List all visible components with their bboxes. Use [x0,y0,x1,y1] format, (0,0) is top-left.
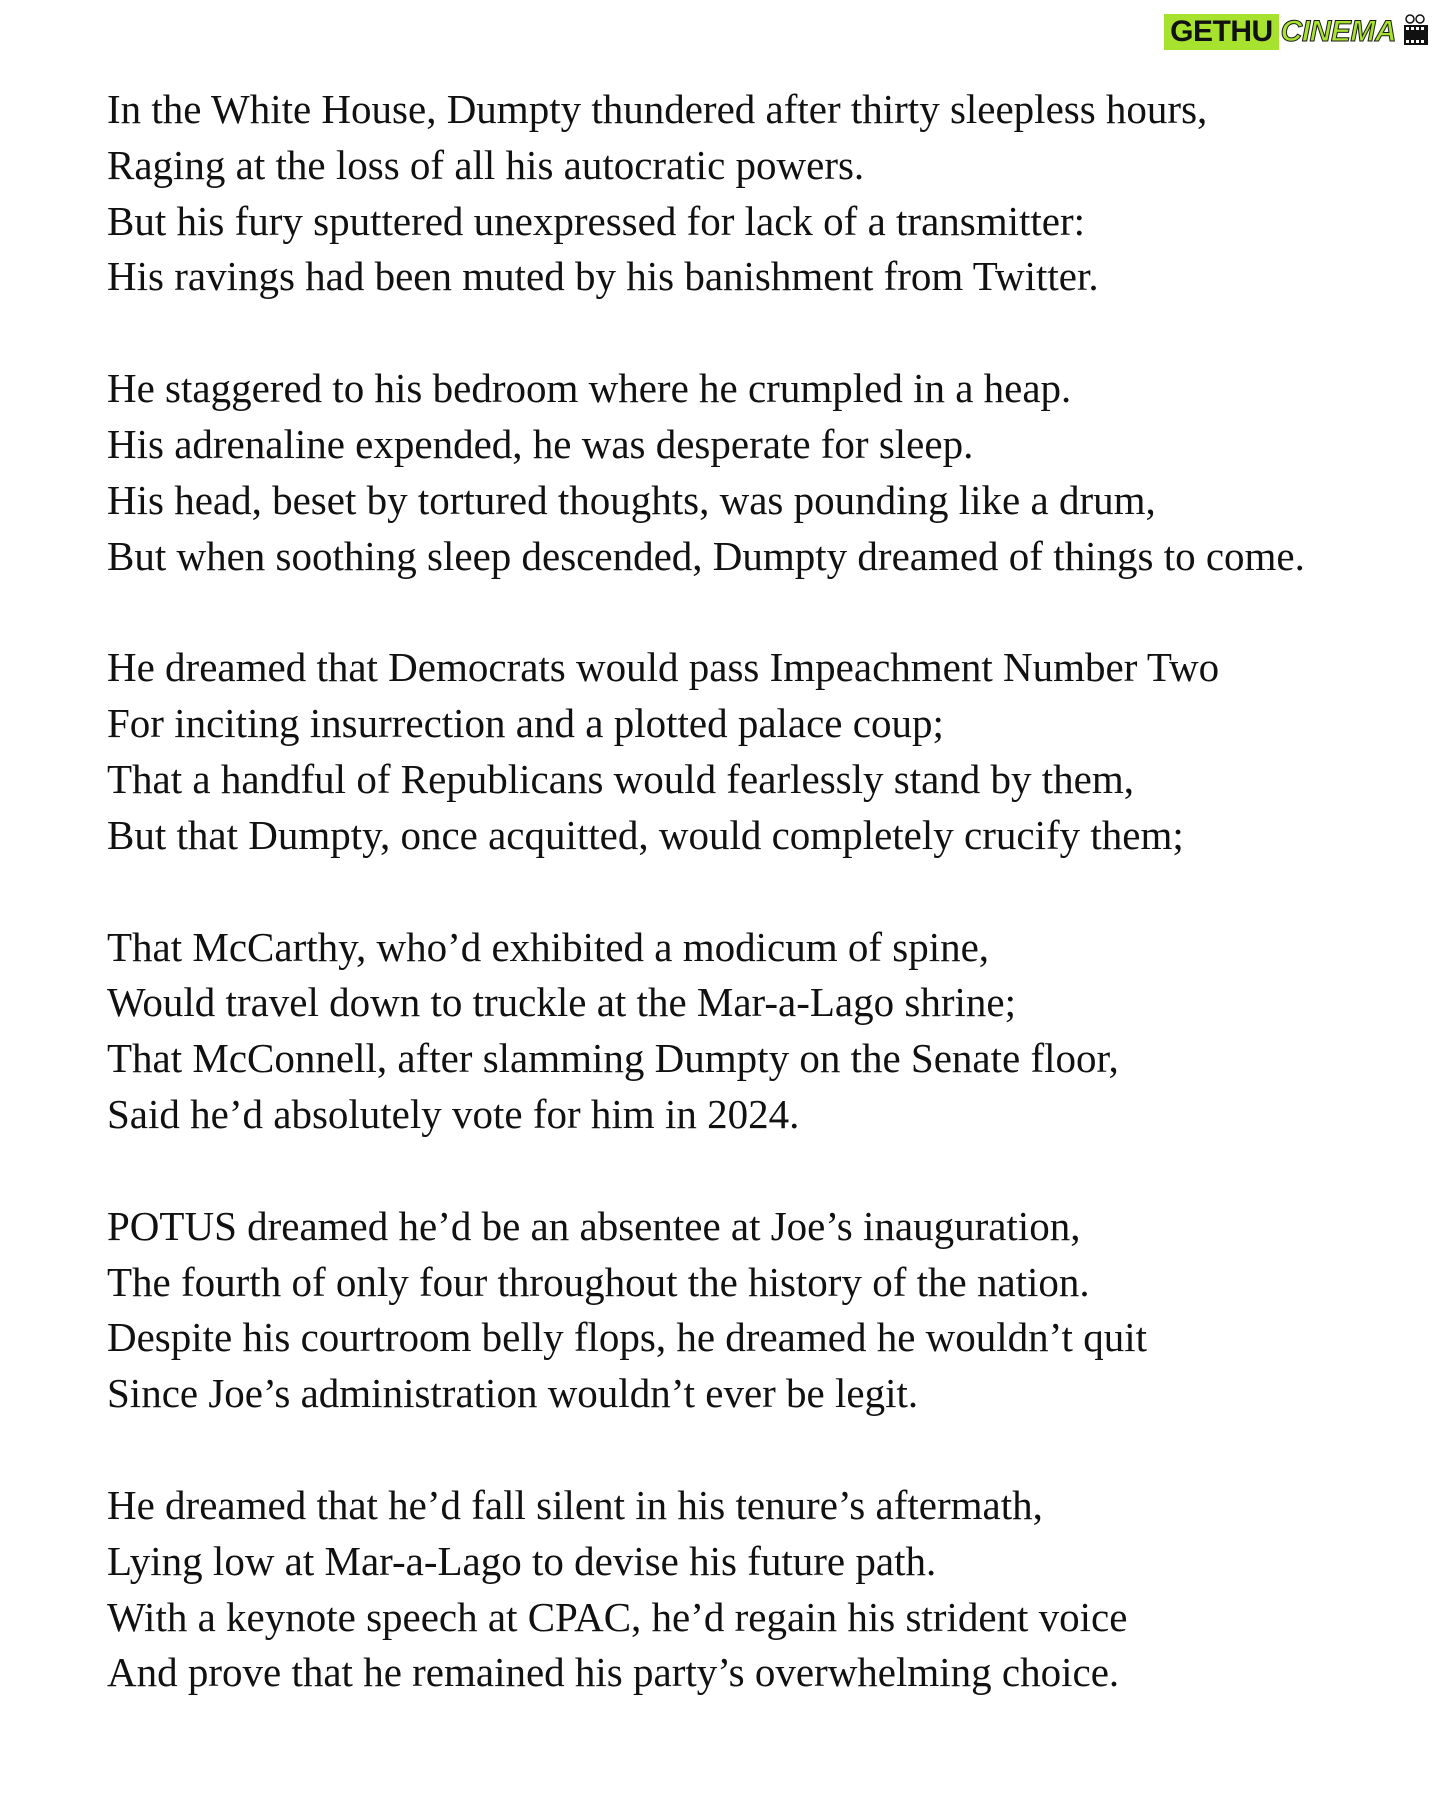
watermark-part1: GETHU [1164,14,1279,50]
film-reel-icon [1402,14,1430,50]
poem-line: Since Joe’s administration wouldn’t ever be legit. [107,1370,919,1417]
poem-line: Would travel down to truckle at the Mar-a-Lago shrine; [107,979,1016,1026]
poem-line: The fourth of only four throughout the history of the nation. [107,1258,1090,1305]
stanza-1 [107,82,1407,305]
poem-line: For inciting insurrection and a plotted palace coup; [107,700,944,747]
poem-line: In the White House, Dumpty thundered after thirty sleepless hours, [107,86,1208,132]
poem-line: But when soothing sleep descended, Dumpty dreamed of things to come. [107,532,1305,579]
watermark-text [1164,14,1400,50]
poem-line: Lying low at Mar-a-Lago to devise his future path. [107,1537,937,1584]
poem-line: With a keynote speech at CPAC, he’d regain his strident voice [107,1593,1128,1640]
stanza-2 [107,361,1407,584]
poem-line: His adrenaline expended, he was desperate for sleep. [107,420,974,467]
poem-line: His head, beset by tortured thoughts, was pounding like a drum, [107,476,1156,523]
poem-line: That McConnell, after slamming Dumpty on the Senate floor, [107,1035,1119,1082]
poem-line: His ravings had been muted by his banishment from Twitter. [107,253,1099,300]
poem-line: Said he’d absolutely vote for him in 2024. [107,1090,800,1137]
stanza-4 [107,920,1407,1143]
watermark-logo [1164,14,1430,50]
watermark-part2: CINEMA [1280,15,1396,48]
poem-line: Despite his courtroom belly flops, he dreamed he wouldn’t quit [107,1314,1147,1361]
poem-line: POTUS dreamed he’d be an absentee at Joe’s inauguration, [107,1202,1081,1249]
stanza-6 [107,1478,1407,1701]
poem-line: That McCarthy, who’d exhibited a modicum of spine, [107,923,990,970]
poem-line: But that Dumpty, once acquitted, would completely crucify them; [107,811,1184,858]
poem-line: He staggered to his bedroom where he crumpled in a heap. [107,365,1072,412]
poem-line: He dreamed that Democrats would pass Impeachment Number Two [107,644,1220,691]
poem-body [107,82,1407,1757]
poem-line: And prove that he remained his party’s overwhelming choice. [107,1649,1120,1696]
poem-line: Raging at the loss of all his autocratic powers. [107,141,865,188]
poem-line: He dreamed that he’d fall silent in his tenure’s aftermath, [107,1481,1043,1528]
stanza-3 [107,640,1407,863]
poem-line: That a handful of Republicans would fearlessly stand by them, [107,755,1135,802]
poem-line: But his fury sputtered unexpressed for lack of a transmitter: [107,197,1086,244]
stanza-5 [107,1199,1407,1422]
